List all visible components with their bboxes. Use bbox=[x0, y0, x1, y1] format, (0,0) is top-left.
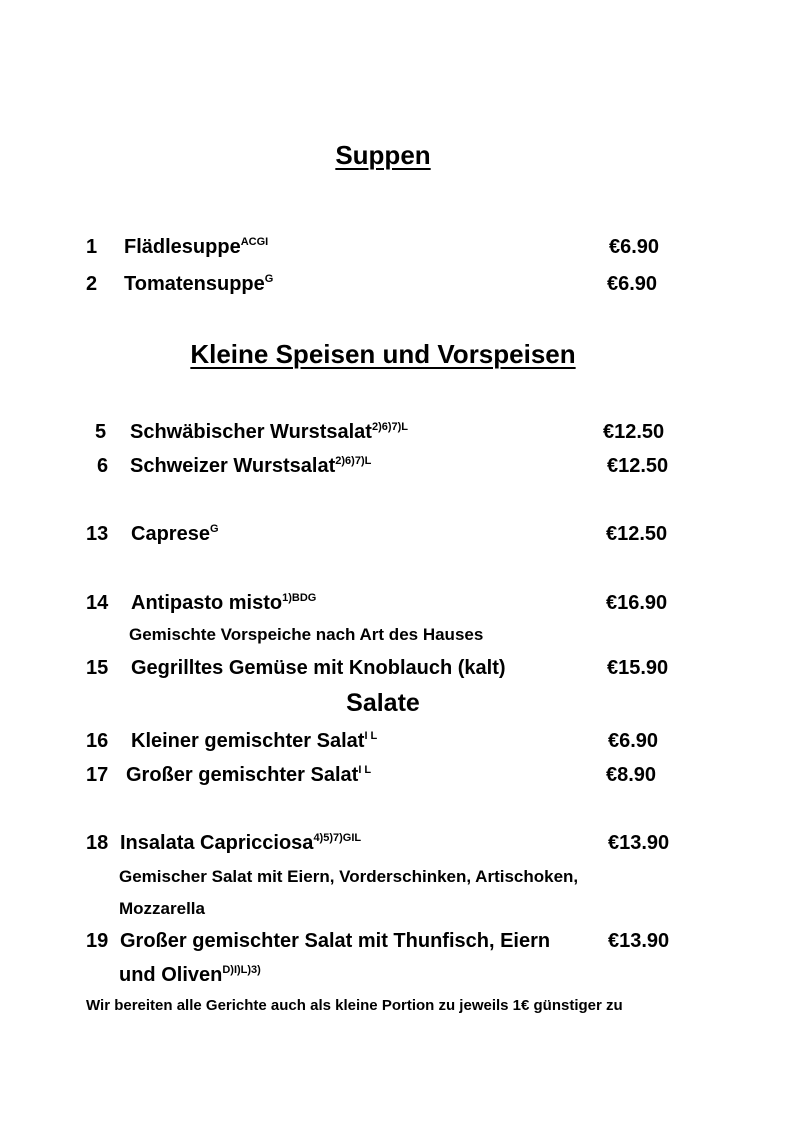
item-name-text: Gegrilltes Gemüse mit Knoblauch (kalt) bbox=[131, 657, 506, 679]
footer-note: Wir bereiten alle Gerichte auch als kleine Portion zu jeweils 1€ günstiger zu bbox=[86, 997, 623, 1014]
item-price: €6.90 bbox=[607, 273, 658, 295]
item-number: 16 bbox=[86, 730, 109, 752]
item-description: Gemischte Vorspeiche nach Art des Hauses bbox=[129, 625, 484, 644]
item-price: €12.50 bbox=[607, 455, 669, 477]
allergen-codes: 4)5)7)GIL bbox=[313, 832, 362, 844]
allergen-codes: G bbox=[264, 273, 274, 285]
allergen-codes: G bbox=[209, 523, 219, 535]
section-title-salate: Salate bbox=[346, 689, 420, 717]
item-number: 1 bbox=[86, 236, 98, 258]
item-name bbox=[120, 831, 361, 855]
item-name-text: Insalata Capricciosa bbox=[120, 832, 314, 854]
item-price: €12.50 bbox=[603, 421, 665, 443]
item-name-text: Schwäbischer Wurstsalat bbox=[130, 421, 372, 443]
item-name bbox=[131, 591, 316, 615]
item-name-continued bbox=[119, 963, 261, 987]
item-name-text: Caprese bbox=[131, 523, 210, 545]
item-number: 2 bbox=[86, 273, 98, 295]
item-name-text: Flädlesuppe bbox=[124, 236, 241, 258]
item-price: €15.90 bbox=[607, 657, 669, 679]
item-name bbox=[124, 235, 268, 259]
item-price: €16.90 bbox=[606, 592, 668, 614]
item-name bbox=[124, 272, 273, 296]
item-name bbox=[126, 763, 371, 787]
item-number: 14 bbox=[86, 592, 109, 614]
allergen-codes: I L bbox=[358, 764, 372, 776]
item-name-text: Antipasto misto bbox=[131, 592, 283, 614]
item-name bbox=[130, 420, 408, 444]
item-name bbox=[131, 656, 506, 680]
item-price: €13.90 bbox=[608, 832, 670, 854]
item-name-text: Großer gemischter Salat bbox=[126, 764, 359, 786]
item-price: €6.90 bbox=[608, 730, 659, 752]
item-price: €8.90 bbox=[606, 764, 657, 786]
allergen-codes: 2)6)7)L bbox=[371, 421, 409, 433]
item-name bbox=[131, 729, 377, 753]
allergen-codes: ACGI bbox=[240, 236, 269, 248]
allergen-codes: D)I)L)3) bbox=[222, 964, 261, 976]
item-description: Gemischer Salat mit Eiern, Vorderschinken, Artischoken, bbox=[119, 867, 579, 886]
item-number: 5 bbox=[95, 421, 107, 443]
item-description: Mozzarella bbox=[119, 899, 205, 918]
item-name bbox=[130, 454, 371, 478]
item-name-text: und Oliven bbox=[119, 964, 223, 986]
item-name-text: Tomatensuppe bbox=[124, 273, 265, 295]
item-number: 17 bbox=[86, 764, 109, 786]
allergen-codes: I L bbox=[364, 730, 378, 742]
item-number: 15 bbox=[86, 657, 109, 679]
allergen-codes: 2)6)7)L bbox=[335, 455, 372, 467]
section-title-suppen: Suppen bbox=[335, 140, 431, 170]
section-title-kleine-speisen: Kleine Speisen und Vorspeisen bbox=[190, 339, 576, 369]
item-number: 19 bbox=[86, 930, 109, 952]
item-number: 6 bbox=[97, 455, 109, 477]
item-name: Großer gemischter Salat mit Thunfisch, Eiern bbox=[120, 930, 551, 952]
item-name bbox=[131, 522, 219, 546]
item-number: 18 bbox=[86, 832, 109, 854]
item-name-text: Schweizer Wurstsalat bbox=[130, 455, 336, 477]
item-number: 13 bbox=[86, 523, 109, 545]
item-price: €13.90 bbox=[608, 930, 670, 952]
item-price: €6.90 bbox=[609, 236, 660, 258]
allergen-codes: 1)BDG bbox=[282, 592, 317, 604]
item-name-text: Kleiner gemischter Salat bbox=[131, 730, 365, 752]
item-price: €12.50 bbox=[606, 523, 668, 545]
